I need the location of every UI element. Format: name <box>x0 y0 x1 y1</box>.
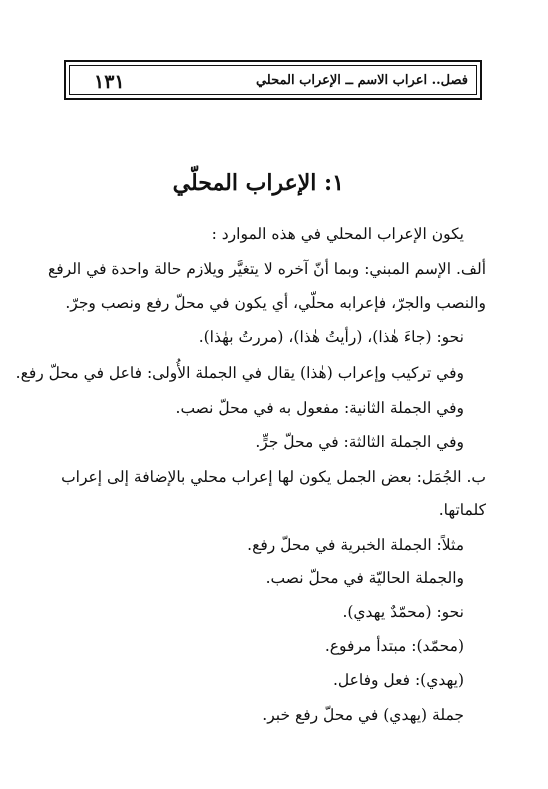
body-line: ب. الجُمَل: بعض الجمل يكون لها إعراب محلي بالإضافة إلى إعراب <box>61 468 486 486</box>
body-line: يكون الإعراب المحلي في هذه الموارد : <box>211 225 464 243</box>
body-line: ألف. الإسم المبني: وبما أنّ آخره لا يتغيَّر ويلازم حالة واحدة في الرفع <box>48 260 486 278</box>
body-line: والنصب والجرّ، فإعرابه محلّي، أي يكون في محلّ رفع ونصب وجرّ. <box>65 294 486 312</box>
body-line: وفي الجملة الثانية: مفعول به في محلّ نصب. <box>175 399 464 417</box>
body-line: كلماتها. <box>438 501 486 519</box>
body-line: وفي تركيب وإعراب (هٰذا) يقال في الجملة الأُولى: فاعل في محلّ رفع. <box>15 364 464 382</box>
page-number: ١٣١ <box>94 71 125 93</box>
body-line: مثلاً: الجملة الخبرية في محلّ رفع. <box>247 536 464 554</box>
running-title: فصل.. اعراب الاسم ــ الإعراب المحلي <box>255 73 468 88</box>
running-header-inner-border <box>69 65 477 95</box>
section-heading: ١: الإعراب المحلّي <box>172 170 344 196</box>
body-line: وفي الجملة الثالثة: في محلّ جرٍّ. <box>255 433 464 451</box>
body-line: والجملة الحاليّة في محلّ نصب. <box>265 569 464 587</box>
running-header <box>64 60 482 100</box>
body-line: نحو: (محمّدٌ يهدي). <box>342 603 464 621</box>
body-line: (يهدي): فعل وفاعل. <box>332 671 464 689</box>
body-line: نحو: (جاءَ هٰذا)، (رأيتُ هٰذا)، (مررتُ بهٰذا). <box>198 328 464 346</box>
body-line: (محمّد): مبتدأ مرفوع. <box>324 637 464 655</box>
body-line: جملة (يهدي) في محلّ رفع خبر. <box>262 706 464 724</box>
